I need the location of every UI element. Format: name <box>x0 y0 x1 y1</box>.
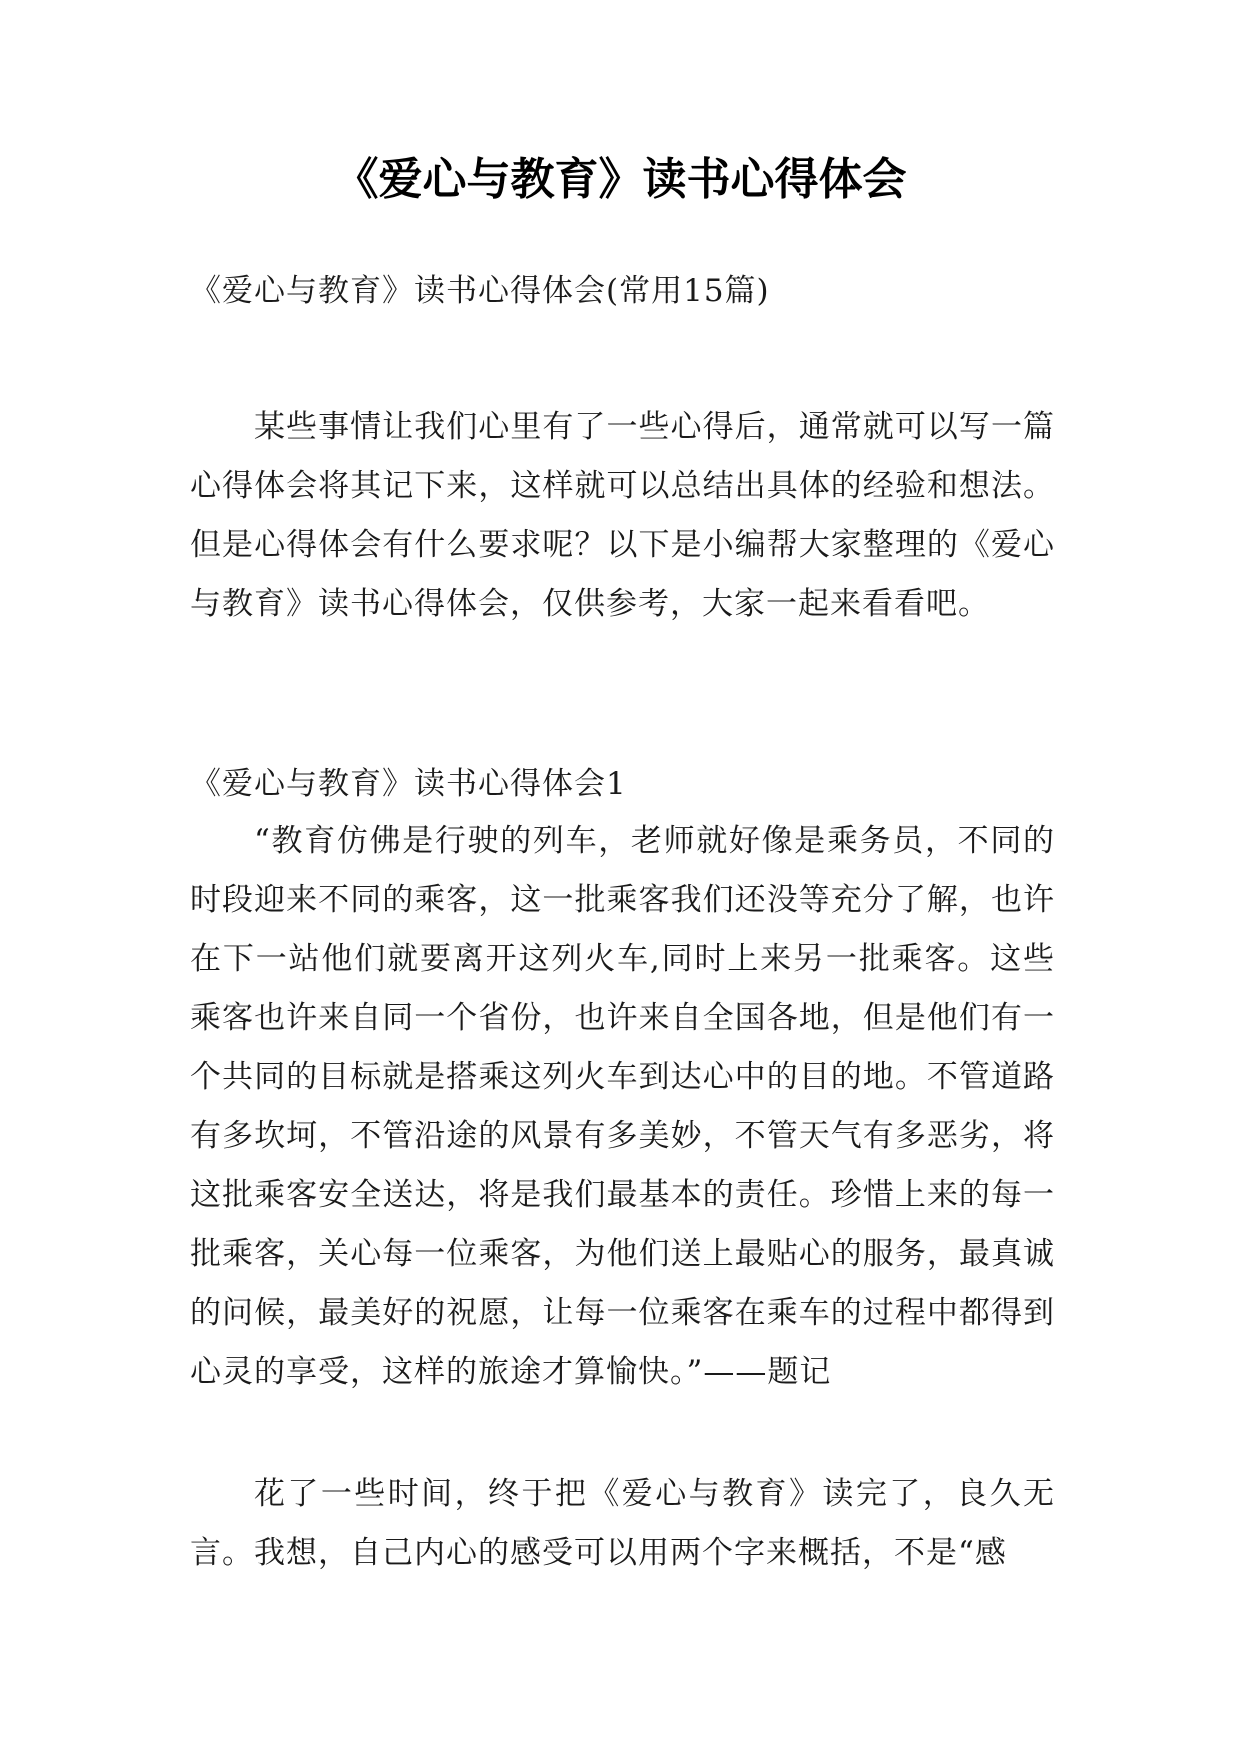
section-heading: 《爱心与教育》读书心得体会1 <box>190 766 627 802</box>
document-title: 《爱心与教育》读书心得体会 <box>334 154 907 205</box>
intro-paragraph: 某些事情让我们心里有了一些心得后，通常就可以写一篇心得体会将其记下来，这样就可以总结出具体的经验和想法。但是心得体会有什么要求呢？以下是小编帮大家整理的《爱心与教育》读书心得体会，仅供参考，大家一起来看看吧。 <box>190 409 1055 622</box>
document-subtitle: 《爱心与教育》读书心得体会(常用15篇) <box>190 273 770 309</box>
body-paragraph-1: “教育仿佛是行驶的列车，老师就好像是乘务员，不同的时段迎来不同的乘客，这一批乘客我们还没等充分了解，也许在下一站他们就要离开这列火车,同时上来另一批乘客。这些乘客也许来自同一个省份，也许来自全国各地，但是他们有一个共同的目标就是搭乘这列火车到达心中的目的地。不管道路有多坎坷，不管沿途的风景有多美妙，不管天气有多恶劣，将这批乘客安全送达，将是我们最基本的责任。珍惜上来的每一批乘客，关心每一位乘客，为他们送上最贴心的服务，最真诚的问候，最美好的祝愿，让每一位乘客在乘车的过程中都得到心灵的享受，这样的旅途才算愉快。”——题记 <box>190 823 1055 1390</box>
body-paragraph-2: 花了一些时间，终于把《爱心与教育》读完了，良久无言。我想，自己内心的感受可以用两个字来概括，不是“感 <box>190 1476 1055 1571</box>
